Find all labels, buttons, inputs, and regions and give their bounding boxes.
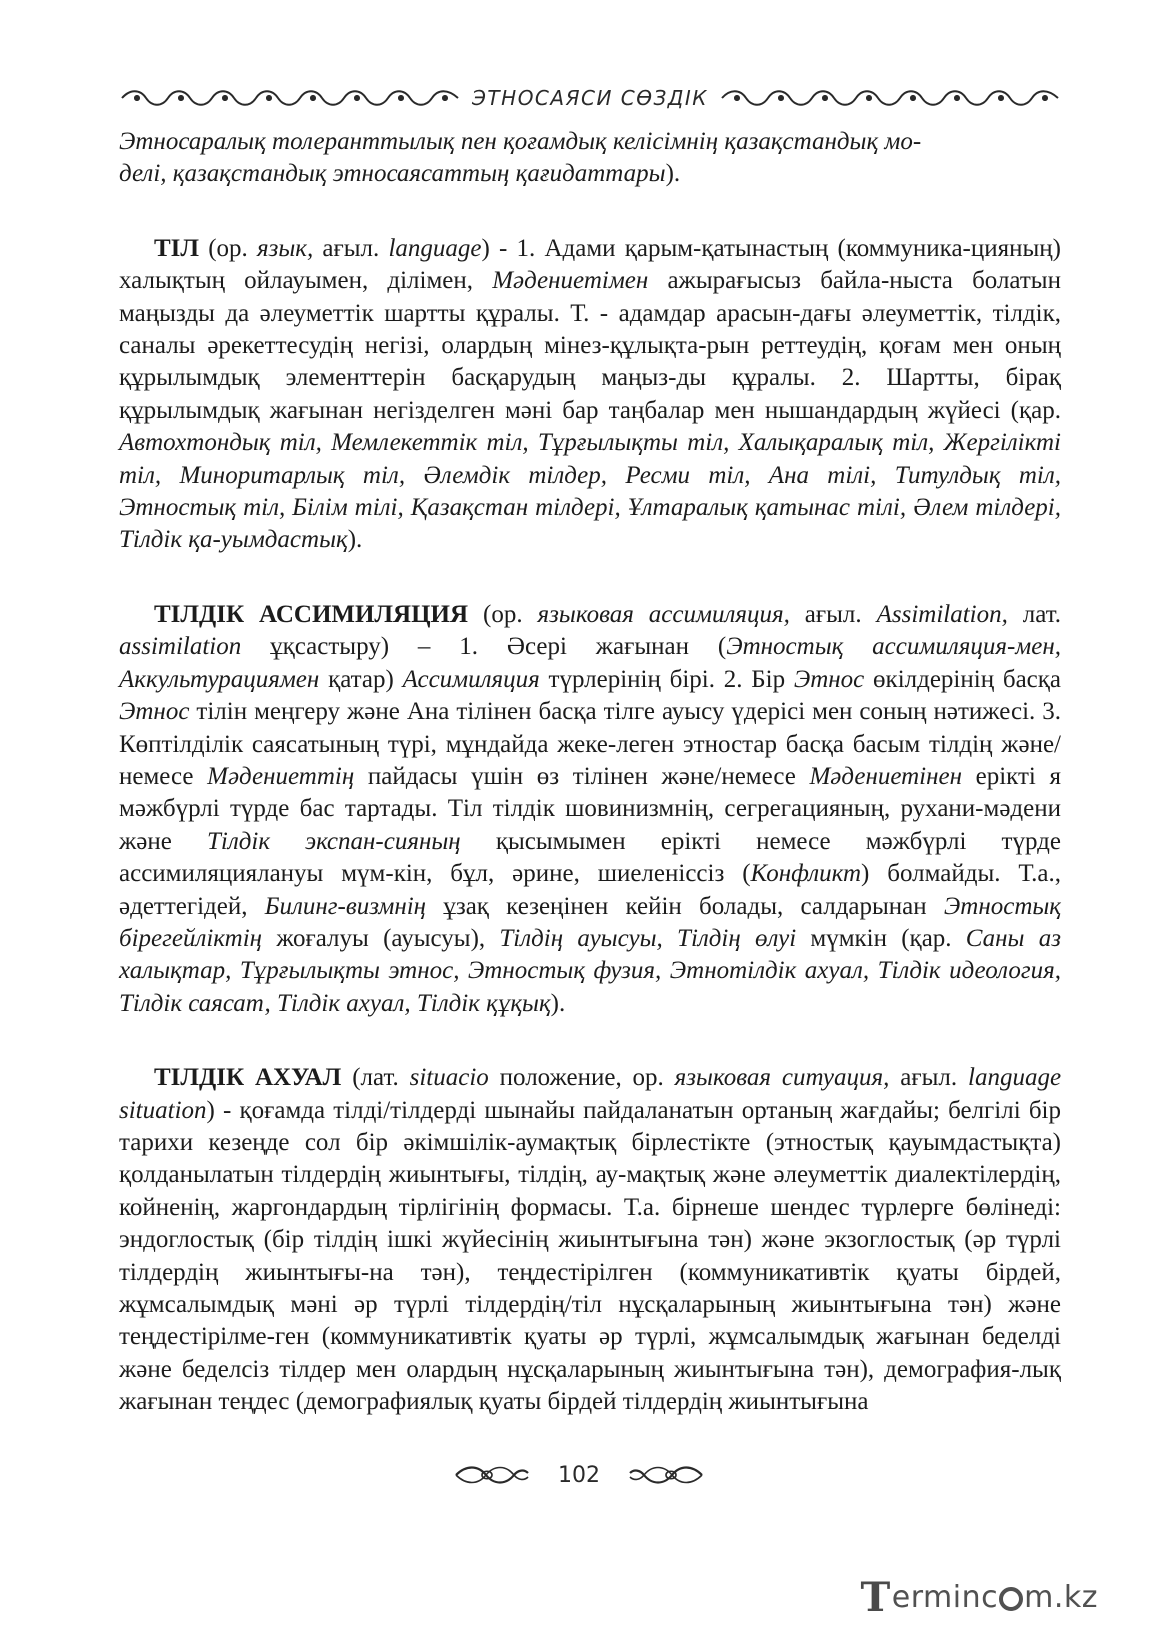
watermark-o-ring-icon	[999, 1587, 1023, 1611]
ornament-left-icon	[120, 86, 460, 110]
ornament-right-icon	[720, 86, 1060, 110]
page-body	[119, 126, 1061, 1419]
text: ).	[550, 989, 566, 1017]
text: ағыл.	[889, 1064, 968, 1092]
italic-term: Assimilation,	[876, 600, 1008, 628]
page-number: 102	[558, 1462, 600, 1488]
text: (ор.	[199, 234, 257, 262]
text: ).	[347, 526, 363, 554]
watermark-letter-t: T	[860, 1573, 891, 1621]
italic-term: Мәдениеттің	[207, 762, 355, 790]
text: ұзақ кезеңінен кейін болады, салдарынан	[426, 892, 944, 920]
watermark-text-1: ermin	[891, 1579, 982, 1615]
italic-term: Билинг-визмнің	[264, 892, 427, 920]
text: ерікті я мәжбүрлі түрде бас тартады. Тіл тілдік шовинизмнің, сегрегацияның, рухани-мәдени және	[119, 762, 1061, 855]
headword-tildik-ahual: ТІЛДІК АХУАЛ	[154, 1064, 342, 1092]
watermark-letter-c: c	[981, 1579, 999, 1615]
italic-term: Этностық ассимиляция-мен, Аккультурациямен	[119, 633, 1061, 693]
swirl-ornament-right-icon	[626, 1461, 706, 1489]
text: ағыл.	[313, 234, 389, 262]
running-header	[120, 83, 1060, 113]
entry-tildik-ahual	[119, 1062, 1061, 1418]
text: (лат.	[341, 1064, 410, 1092]
text: пайдасы үшін өз тілінен және/немесе	[354, 762, 810, 790]
text: қысымымен ерікті немесе мәжбүрлі түрде ассимиляциялануы мүм-кін, бұл, әрине, шиеленіссіз (	[119, 827, 1061, 888]
italic-term: языковая ассимиляция,	[537, 600, 790, 628]
entry-tildik-assimilyatsiya	[119, 599, 1061, 1020]
text: мүмкін (қар.	[796, 924, 966, 952]
italic-term: язык,	[256, 234, 314, 262]
continued-paragraph	[119, 126, 1061, 191]
italic-term: языковая ситуация,	[674, 1064, 890, 1092]
italic-term: Ассимиляция	[402, 665, 540, 693]
italic-term: Этнос	[119, 698, 190, 726]
italic-term: Этностық бірегейліктің	[119, 892, 1061, 952]
text: өкілдерінің басқа	[864, 665, 1061, 693]
text: ) - қоғамда тілді/тілдерді шынайы пайдаланатын ортаның жағдайы; белгілі бір тарихи кезеңде сол бір әкімшілік-аумақтық бірлестікте (этностық қауымдастықта) қолданылатын тілдердің жиынтығы, тілдің, ау-мақтық және әлеуметтік диалектілердің, койненің, жаргондардың тірлігінің формасы. Т.а. бірнеше шендес түрлерге бөлінеді: эндоглостық (бір тілдің ішкі жүйесінің жиынтығына тән) және экзоглостық (әр түрлі тілдердің жиынтығы-на тән), теңдестірілген (коммуникативтік қуаты бірдей, жұмсалымдық мәні әр түрлі тілдердің/тіл нұсқаларының жиынтығына тән) және теңдестірілме-ген (коммуникативтік қуаты әр түрлі, жұмсалымдық жағынан беделді және беделсіз тілдер мен олардың нұсқаларының жиынтығына тән), демография-лық жағынан теңдес (демографиялық қуаты бірдей тілдердің жиынтығына	[119, 1096, 1061, 1416]
text: ) - 1. Адами қарым-қатынастың (коммуника-цияның) халықтың ойлауымен, ділімен,	[119, 234, 1062, 295]
text: жоғалуы (ауысуы),	[262, 924, 500, 952]
italic-term: Тілдің ауысуы, Тілдің өлуі	[499, 924, 797, 952]
text: (ор.	[468, 600, 538, 628]
cross-references: Автохтондық тіл, Мемлекеттік тіл, Тұрғылықты тіл, Халықаралық тіл, Жергілікті тіл, Миноритарлық тіл, Әлемдік тілдер, Ресми тіл, Ана тілі, Титулдық тіл, Этностық тіл, Білім тілі, Қазақстан тілдері, Ұлтаралық қатынас тілі, Әлем тілдері, Тілдік қа-уымдастық	[119, 429, 1061, 554]
text: положение, ор.	[488, 1064, 675, 1092]
italic-term: Мәдениетінен	[809, 762, 963, 790]
text: ) болмайды. Т.а., әдеттегідей,	[119, 860, 1062, 920]
text: ұқсастыру) – 1. Әсері жағынан (	[241, 633, 727, 661]
termincom-watermark	[861, 1575, 1099, 1619]
text: ағыл.	[789, 600, 877, 628]
italic-term: assimilation	[119, 633, 242, 661]
text: түрлерінің бірі. 2. Бір	[539, 665, 794, 693]
italic-term: Этнос	[793, 665, 865, 693]
headword-tildik-assimilyatsiya: ТІЛДІК АССИМИЛЯЦИЯ	[154, 600, 469, 628]
cross-references: Саны аз халықтар, Тұрғылықты этнос, Этностық фузия, Этнотілдік ахуал, Тілдік идеология, Тілдік саясат, Тілдік ахуал, Тілдік құқық	[119, 924, 1061, 1017]
text: ажырағысыз байла-ныста болатын маңызды да әлеуметтік шартты құралы. Т. - адамдар арасын-дағы әлеуметтік, тілдік, саналы әрекеттесудің негізі, олардың мінез-құлықта-рын реттеудің, қоғам мен оның құрылымдық элементтерін басқарудың маңыз-ды құралы. 2. Шартты, бірақ құрылымдық жағынан негізделген мәні бар таңбалар мен нышандардың жүйесі (қар.	[119, 267, 1061, 424]
intro-tail: ).	[665, 160, 681, 188]
entry-til	[119, 233, 1061, 557]
italic-term: situacio	[409, 1064, 489, 1092]
text: қатар)	[319, 665, 403, 693]
header-title: ЭТНОСАЯСИ СӨЗДІК	[471, 86, 709, 110]
watermark-text-2: m.kz	[1024, 1579, 1098, 1615]
italic-term: language	[388, 234, 482, 262]
italic-term: language situation	[119, 1064, 1062, 1124]
italic-term: Тілдік экспан-сияның	[206, 827, 461, 855]
page-footer	[0, 1455, 1158, 1495]
intro-italic-line1: Этносаралық толеранттылық пен қоғамдық келісімнің қазақстандық мо-	[119, 128, 922, 155]
italic-term: Конфликт	[750, 860, 862, 888]
swirl-ornament-left-icon	[452, 1461, 532, 1489]
headword-til: ТІЛ	[154, 234, 200, 262]
intro-italic-line2: делі, қазақстандық этносаясаттың қағидаттары	[119, 160, 666, 188]
text: лат.	[1007, 600, 1062, 628]
italic-term: Мәдениетімен	[492, 267, 649, 295]
text: тілін меңгеру және Ана тілінен басқа тілге ауысу үдерісі мен соның нәтижесі. 3. Көптілділік саясатының түрі, мұндайда жеке-леген этностар басқа басым тілдің және/немесе	[119, 698, 1061, 790]
